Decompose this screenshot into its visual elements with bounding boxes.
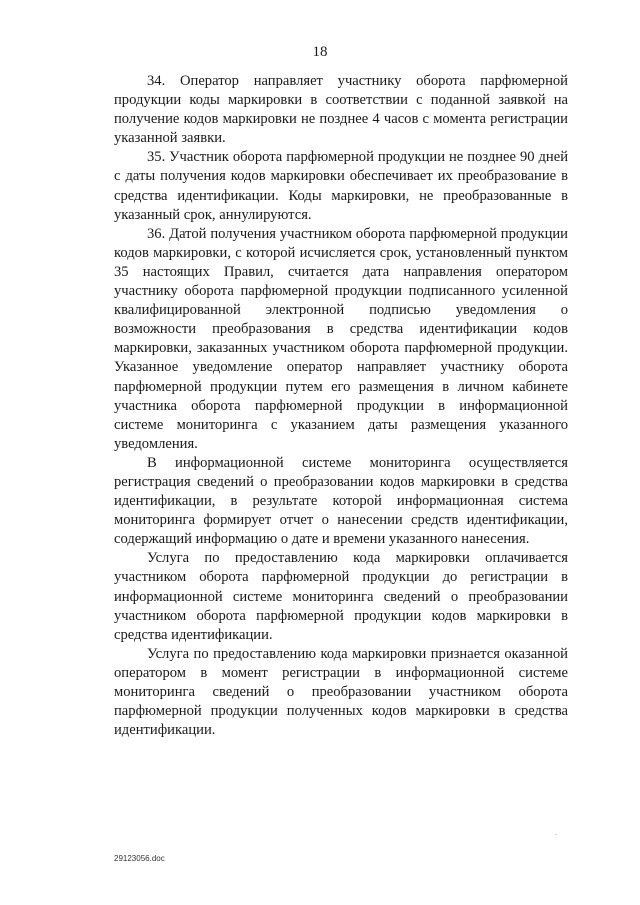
footer-document-code: 29123056.doc bbox=[114, 854, 165, 863]
paragraph-registration: В информационной системе мониторинга осуществляется регистрация сведений о преобразовании кодов маркировки в средства идентификации, в результате которой информационная система мониторинга формирует отчет о нанесении средств идентификации, содержащий информацию о дате и времени указанного нанесения. bbox=[114, 454, 568, 548]
page-number: 18 bbox=[312, 44, 328, 60]
document-body bbox=[114, 72, 568, 740]
paragraph-35: 35. Участник оборота парфюмерной продукции не позднее 90 дней с даты получения кодов маркировки обеспечивает их преобразование в средства идентификации. Коды маркировки, не преобразованные в указанный срок, аннулируются. bbox=[114, 149, 568, 223]
corner-mark: . bbox=[555, 829, 557, 837]
paragraph-service-rendered: Услуга по предоставлению кода маркировки признается оказанной оператором в момент регистрации в информационной системе мониторинга сведений о преобразовании участником оборота парфюмерной продукции полученных кодов маркировки в средства идентификации. bbox=[114, 645, 568, 739]
paragraph-34: 34. Оператор направляет участнику оборота парфюмерной продукции коды маркировки в соответствии с поданной заявкой на получение кодов маркировки не позднее 4 часов с момента регистрации указанной заявки. bbox=[114, 73, 568, 147]
paragraph-36: 36. Датой получения участником оборота парфюмерной продукции кодов маркировки, с которой исчисляется срок, установленный пунктом 35 настоящих Правил, считается дата направления оператором участнику оборота парфюмерной продукции подписанного усиленной квалифицированной электронной подписью уведомления о возможности преобразования в средства идентификации кодов маркировки, заказанных участником оборота парфюмерной продукции. Указанное уведомление оператор направляет участнику оборота парфюмерной продукции путем его размещения в личном кабинете участника оборота парфюмерной продукции в информационной системе мониторинга с указанием даты размещения указанного уведомления. bbox=[114, 225, 568, 452]
paragraph-payment: Услуга по предоставлению кода маркировки оплачивается участником оборота парфюмерной продукции до регистрации в информационной системе мониторинга сведений о преобразовании участником оборота парфюмерной продукции кодов маркировки в средства идентификации. bbox=[114, 550, 568, 643]
